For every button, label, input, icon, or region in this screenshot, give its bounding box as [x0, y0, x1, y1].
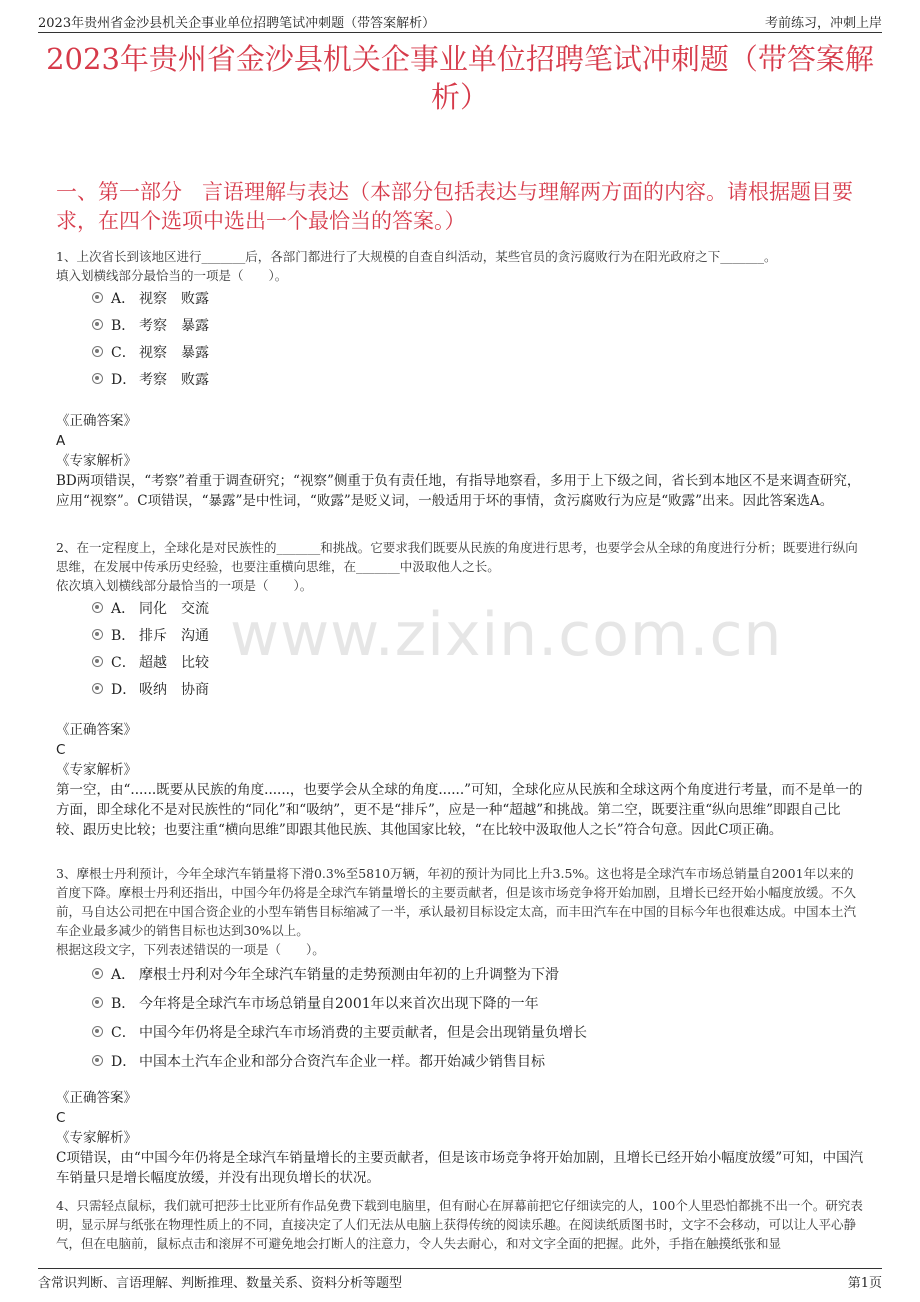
page-title: 2023年贵州省金沙县机关企事业单位招聘笔试冲刺题（带答案解析） — [46, 42, 874, 114]
radio-icon[interactable] — [92, 373, 103, 384]
option-d[interactable]: D． 吸纳 协商 — [92, 675, 209, 702]
option-b[interactable]: B． 今年将是全球汽车市场总销量自2001年以来首次出现下降的一年 — [92, 988, 587, 1017]
header-slogan: 考前练习，冲刺上岸 — [764, 16, 882, 31]
option-b[interactable]: B． 考察 暴露 — [92, 311, 209, 338]
option-a[interactable]: A． 摩根士丹利对今年全球汽车销量的走势预测由年初的上升调整为下滑 — [92, 959, 587, 988]
question-2-stem: 2、在一定程度上，全球化是对民族性的_______和挑战。它要求我们既要从民族的角度进行思考，也要学会从全球的角度进行分析；既要进行纵向思维，在发展中传承历史经验，也要注重横向思维，在_______中汲取他人之长。 依次填入划横线部分最恰当的一项是（ ）。 — [56, 540, 858, 593]
page-footer — [38, 1268, 882, 1293]
analysis-text: C项错误，由“中国今年仍将是全球汽车销量增长的主要贡献者，但是该市场竞争将开始加剧，且增长已经开始小幅度放缓”可知，中国汽车销量只是增长幅度放缓，并没有出现负增长的状况。 — [56, 1150, 864, 1186]
question-4-stem: 4、只需轻点鼠标，我们就可把莎士比亚所有作品免费下载到电脑里，但有耐心在屏幕前把它仔细读完的人，100个人里恐怕都挑不出一个。研究表明，显示屏与纸张在物理性质上的不同，直接决定了人们无法从电脑上获得传统的阅读乐趣。在阅读纸质图书时，文字不会移动，可以让人平心静气，但在电脑前，鼠标点击和滚屏不可避免地会打断人的注意力，令人失去耐心，和对文字全面的把握。此外，手指在触摸纸张和显 — [56, 1198, 863, 1251]
option-b[interactable]: B． 排斥 沟通 — [92, 621, 209, 648]
option-d[interactable]: D． 考察 败露 — [92, 365, 209, 392]
question-2-answer: 《正确答案》 C 《专家解析》 第一空，由“......既要从民族的角度......，也要学会从全球的角度......”可知，全球化应从民族和全球这两个角度进行考量，而不是单一的方面，即全球化不是对民族性的“同化”和“吸纳”，更不是“排斥”，应是一种“超越”和挑战。第二空，既要注重“纵向思维”即跟自己比较、跟历史比较；也要注重“横向思维”即跟其他民族、其他国家比较，“在比较中汲取他人之长”符合句意。因此C项正确。 — [56, 722, 863, 838]
radio-icon[interactable] — [92, 346, 103, 357]
answer-value: C — [56, 742, 66, 758]
answer-value: A — [56, 433, 66, 449]
answer-value: C — [56, 1110, 66, 1126]
page-header — [38, 10, 882, 33]
radio-icon[interactable] — [92, 602, 103, 613]
question-1-stem: 1、上次省长到该地区进行_______后，各部门都进行了大规模的自查自纠活动，某些官员的贪污腐败行为在阳光政府之下_______。 填入划横线部分最恰当的一项是（ ）。 — [56, 249, 777, 283]
question-2-options — [92, 594, 209, 702]
question-3-options — [92, 959, 587, 1075]
question-3-stem: 3、摩根士丹利预计，今年全球汽车销量将下滑0.3%至5810万辆，年初的预计为同比上升3.5%。这也将是全球汽车市场总销量自2001年以来的首度下降。摩根士丹利还指出，中国今年仍将是全球汽车销量增长的主要贡献者，但是该市场竞争将开始加剧，且增长已经开始小幅度放缓。不久前，马自达公司把在中国合资企业的小型车销售目标缩减了一半，承认最初目标设定太高，而丰田汽车在中国的目标今年也很难达成。中国本土汽车企业最多减少的销售目标也达到30%以上。 根据这段文字，下列表述错误的一项是（ ）。 — [56, 866, 857, 957]
radio-icon[interactable] — [92, 319, 103, 330]
option-c[interactable]: C． 视察 暴露 — [92, 338, 209, 365]
section-heading — [56, 178, 864, 236]
radio-icon[interactable] — [92, 997, 103, 1008]
radio-icon[interactable] — [92, 1055, 103, 1066]
question-1-answer: 《正确答案》 A 《专家解析》 BD两项错误，“考察”着重于调查研究；“视察”侧重于负有责任地，有指导地察看，多用于上下级之间，省长到本地区不是来调查研究，应用“视察”。C项错误，“暴露”是中性词，“败露”是贬义词，一般适用于坏的事情，贪污腐败行为应是“败露”出来。因此答案选A。 — [56, 411, 864, 511]
option-d[interactable]: D． 中国本土汽车企业和部分合资汽车企业一样。都开始减少销售目标 — [92, 1046, 587, 1075]
header-doc-title: 2023年贵州省金沙县机关企事业单位招聘笔试冲刺题（带答案解析） — [38, 16, 436, 31]
footer-topics: 含常识判断、言语理解、判断推理、数量关系、资料分析等题型 — [38, 1276, 403, 1291]
option-a[interactable]: A． 视察 败露 — [92, 284, 209, 311]
option-c[interactable]: C． 中国今年仍将是全球汽车市场消费的主要贡献者，但是会出现销量负增长 — [92, 1017, 587, 1046]
option-a[interactable]: A． 同化 交流 — [92, 594, 209, 621]
watermark: www.zixin.com.cn — [230, 600, 783, 670]
analysis-text: 第一空，由“......既要从民族的角度......，也要学会从全球的角度......”可知，全球化应从民族和全球这两个角度进行考量，而不是单一的方面，即全球化不是对民族性的“同化”和“吸纳”，更不是“排斥”，应是一种“超越”和挑战。第二空，既要注重“纵向思维”即跟自己比较、跟历史比较；也要注重“横向思维”即跟其他民族、其他国家比较，“在比较中汲取他人之长”符合句意。因此C项正确。 — [56, 782, 863, 838]
section-part: 一、第一部分 — [56, 180, 182, 204]
analysis-text: BD两项错误，“考察”着重于调查研究；“视察”侧重于负有责任地，有指导地察看，多用于上下级之间，省长到本地区不是来调查研究，应用“视察”。C项错误，“暴露”是中性词，“败露”是贬义词，一般适用于坏的事情，贪污腐败行为应是“败露”出来。因此答案选A。 — [56, 473, 861, 509]
question-3-answer: 《正确答案》 C 《专家解析》 C项错误，由“中国今年仍将是全球汽车销量增长的主要贡献者，但是该市场竞争将开始加剧，且增长已经开始小幅度放缓”可知，中国汽车销量只是增长幅度放缓，并没有出现负增长的状况。 — [56, 1090, 864, 1186]
option-c[interactable]: C． 超越 比较 — [92, 648, 209, 675]
question-1-options — [92, 284, 209, 392]
radio-icon[interactable] — [92, 1026, 103, 1037]
page-number: 第1页 — [847, 1276, 882, 1291]
radio-icon[interactable] — [92, 656, 103, 667]
radio-icon[interactable] — [92, 683, 103, 694]
radio-icon[interactable] — [92, 629, 103, 640]
radio-icon[interactable] — [92, 968, 103, 979]
radio-icon[interactable] — [92, 292, 103, 303]
section-description: 言语理解与表达（本部分包括表达与理解两方面的内容。请根据题目要求，在四个选项中选出一个最恰当的答案。） — [56, 180, 853, 233]
